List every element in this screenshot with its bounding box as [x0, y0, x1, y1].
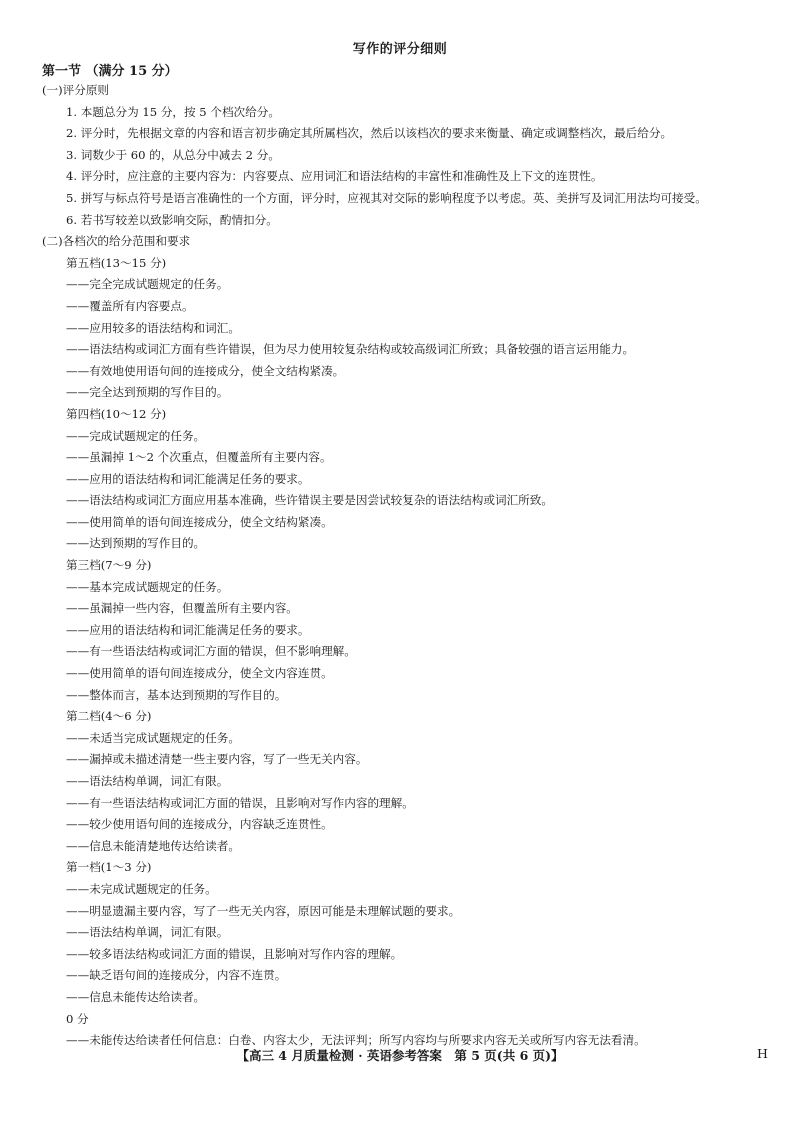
text-line: 2. 评分时，先根据文章的内容和语言初步确定其所属档次，然后以该档次的要求来衡量、确定或调整档次，最后给分。	[66, 126, 673, 141]
text-line: ——漏掉或未描述清楚一些主要内容，写了一些无关内容。	[66, 752, 368, 767]
text-line: ——基本完成试题规定的任务。	[66, 579, 229, 594]
text-line: ——使用简单的语句间连接成分，使全文结构紧凑。	[66, 514, 333, 529]
text-line: 第四档(10～12 分)	[66, 406, 167, 421]
document-body	[0, 80, 800, 1052]
text-line: 4. 评分时，应注意的主要内容为：内容要点、应用词汇和语法结构的丰富性和准确性及上下文的连贯性。	[66, 169, 603, 184]
text-line: ——缺乏语句间的连接成分，内容不连贯。	[66, 968, 287, 983]
text-line: 5. 拼写与标点符号是语言准确性的一个方面，评分时，应视其对交际的影响程度予以考虑。英、美拼写及词汇用法均可接受。	[66, 190, 707, 205]
text-line: 0 分	[66, 1011, 89, 1026]
text-line: 第二档(4～6 分)	[66, 709, 152, 724]
text-line: ——完成试题规定的任务。	[66, 428, 206, 443]
text-line: ——较少使用语句间的连接成分，内容缺乏连贯性。	[66, 817, 333, 832]
text-line: ——虽漏掉 1～2 个次重点，但覆盖所有主要内容。	[66, 450, 332, 465]
text-line: ——较多语法结构或词汇方面的错误，且影响对写作内容的理解。	[66, 946, 403, 961]
text-line: ——覆盖所有内容要点。	[66, 298, 194, 313]
text-line: ——使用简单的语句间连接成分，使全文内容连贯。	[66, 666, 333, 681]
text-line: ——明显遗漏主要内容，写了一些无关内容，原因可能是未理解试题的要求。	[66, 903, 461, 918]
text-line: ——有一些语法结构或词汇方面的错误，但不影响理解。	[66, 644, 356, 659]
text-line: 6. 若书写较差以致影响交际，酌情扣分。	[66, 212, 278, 227]
text-line: ——语法结构或词汇方面应用基本准确，些许错误主要是因尝试较复杂的语法结构或词汇所致。	[66, 493, 553, 508]
text-line: 3. 词数少于 60 的，从总分中减去 2 分。	[66, 147, 280, 162]
section-heading: (一)评分原则	[42, 83, 110, 97]
text-line: ——语法结构或词汇方面有些许错误，但为尽力使用较复杂结构或较高级词汇所致；具备较强的语言运用能力。	[66, 342, 635, 357]
text-line: ——信息未能清楚地传达给读者。	[66, 838, 240, 853]
text-line: ——有效地使用语句间的连接成分，使全文结构紧凑。	[66, 363, 345, 378]
text-line: ——未适当完成试题规定的任务。	[66, 730, 240, 745]
section-header: 第一节 （满分 15 分）	[42, 64, 178, 79]
text-line: ——有一些语法结构或词汇方面的错误，且影响对写作内容的理解。	[66, 795, 414, 810]
text-line: ——整体而言，基本达到预期的写作目的。	[66, 687, 287, 702]
text-line: ——语法结构单调，词汇有限。	[66, 925, 229, 940]
text-line: ——未能传达给读者任何信息：白卷、内容太少，无法评判；所写内容均与所要求内容无关或所写内容无法看清。	[66, 1033, 646, 1048]
text-line: ——应用较多的语法结构和词汇。	[66, 320, 240, 335]
text-line: ——虽漏掉一些内容，但覆盖所有主要内容。	[66, 601, 298, 616]
text-line: 第三档(7～9 分)	[66, 558, 152, 573]
text-line: 1. 本题总分为 15 分，按 5 个档次给分。	[66, 104, 280, 119]
text-line: ——信息未能传达给读者。	[66, 989, 206, 1004]
page-title: 写作的评分细则	[352, 42, 448, 57]
footer-text: 【高三 4 月质量检测 · 英语参考答案 第 5 页(共 6 页)】	[236, 1048, 564, 1063]
footer-mark: H	[757, 1046, 768, 1061]
text-line: 第五档(13～15 分)	[66, 255, 167, 270]
text-line: ——未完成试题规定的任务。	[66, 881, 217, 896]
text-line: 第一档(1～3 分)	[66, 860, 152, 875]
text-line: ——完全达到预期的写作目的。	[66, 385, 229, 400]
section-heading: (二)各档次的给分范围和要求	[42, 234, 191, 249]
text-line: ——应用的语法结构和词汇能满足任务的要求。	[66, 622, 310, 637]
text-line: ——应用的语法结构和词汇能满足任务的要求。	[66, 471, 310, 486]
text-line: ——达到预期的写作目的。	[66, 536, 206, 551]
text-line: ——完全完成试题规定的任务。	[66, 277, 229, 292]
text-line: ——语法结构单调，词汇有限。	[66, 774, 229, 788]
